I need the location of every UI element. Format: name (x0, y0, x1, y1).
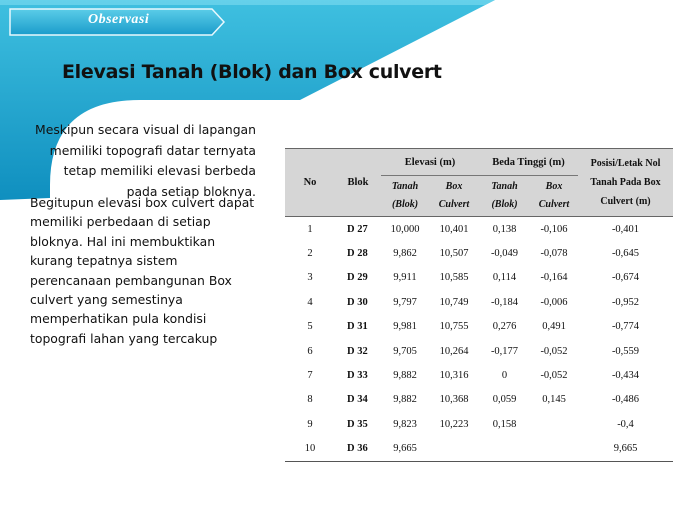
cell-elevasi-tanah: 9,882 (393, 394, 417, 406)
cell-blok: D 30 (347, 296, 368, 308)
cell-beda-box: -0,052 (540, 345, 568, 357)
col-header-posisi (578, 149, 673, 217)
cell-blok: D 34 (347, 394, 368, 406)
cell-elevasi-tanah: 10,000 (390, 223, 420, 235)
cell-no: 9 (307, 418, 313, 430)
cell-no: 2 (307, 248, 313, 260)
cell-elevasi-box (429, 437, 479, 462)
cell-beda-box: -0,006 (540, 296, 568, 308)
cell-elevasi-box: 10,264 (439, 345, 469, 357)
cell-blok: D 36 (335, 437, 381, 462)
paragraph-line: memiliki topografi datar ternyata (49, 142, 256, 158)
cell-elevasi-tanah: 9,823 (393, 418, 417, 430)
table-row (285, 290, 673, 314)
table-row (285, 388, 673, 412)
cell-elevasi-tanah: 9,797 (393, 296, 417, 308)
page-title: Elevasi Tanah (Blok) dan Box culvert (62, 61, 442, 83)
cell-posisi: -0,774 (611, 321, 640, 333)
cell-posisi: -0,486 (611, 394, 640, 406)
explanation-paragraph (30, 193, 260, 348)
cell-posisi: -0,952 (611, 296, 640, 308)
header-line: Posisi/Letak Nol (590, 158, 661, 169)
cell-no: 5 (307, 321, 313, 333)
header-line: (Blok) (491, 199, 518, 210)
cell-beda-tanah: 0,276 (492, 321, 517, 333)
cell-no: 8 (307, 394, 313, 406)
paragraph-line: Begitupun elevasi box culvert dapat (30, 195, 255, 210)
cell-no: 6 (307, 345, 313, 357)
table-row (285, 217, 673, 242)
cell-elevasi-box: 10,507 (439, 248, 469, 260)
cell-posisi: -0,559 (611, 345, 640, 357)
cell-beda-box: 0,491 (542, 321, 566, 333)
paragraph-line: perencanaan pembangunan Box (30, 272, 232, 288)
table-row (285, 437, 673, 462)
cell-blok: D 29 (347, 272, 368, 284)
cell-no: 3 (307, 272, 313, 284)
cell-beda-box: -0,078 (540, 248, 568, 260)
cell-beda-tanah: 0,059 (492, 394, 517, 406)
cell-blok: D 35 (347, 418, 368, 430)
col-header-beda-tinggi: Beda Tinggi (m) (479, 149, 578, 176)
cell-blok: D 33 (347, 370, 368, 382)
cell-beda-tanah (479, 437, 530, 462)
cell-posisi: -0,434 (611, 370, 640, 382)
table-body (285, 217, 673, 462)
cell-beda-box (530, 412, 578, 436)
table-row (285, 339, 673, 363)
table-row (285, 363, 673, 387)
cell-no: 4 (307, 296, 313, 308)
cell-posisi: -0,4 (617, 418, 634, 430)
paragraph-line: tetap memiliki elevasi berbeda (63, 163, 256, 178)
paragraph-line: kurang tepatnya sistem (30, 253, 178, 269)
cell-beda-tanah: -0,184 (490, 296, 519, 308)
paragraph-line: Meskipun secara visual di lapangan (35, 122, 256, 137)
cell-beda-tanah: 0,114 (492, 272, 517, 284)
header-line: Box (545, 181, 563, 192)
header-line: Culvert (438, 199, 470, 210)
table-row (285, 266, 673, 290)
cell-elevasi-box: 10,368 (439, 394, 469, 406)
cell-beda-box: 0,145 (542, 394, 566, 406)
cell-elevasi-tanah: 9,981 (393, 321, 417, 333)
col-header-blok: Blok (335, 149, 381, 217)
cell-posisi: 9,665 (578, 437, 673, 462)
cell-beda-tanah: -0,177 (490, 345, 519, 357)
intro-paragraph (30, 120, 256, 202)
cell-elevasi-box: 10,223 (439, 418, 469, 430)
paragraph-line: memiliki perbedaan di setiap (30, 214, 211, 230)
cell-beda-box (530, 437, 578, 462)
cell-beda-box: -0,164 (540, 272, 568, 284)
paragraph-line: memperhatikan pula kondisi (30, 311, 207, 327)
cell-elevasi-tanah: 9,705 (393, 345, 417, 357)
header-line: Culvert (538, 199, 570, 210)
section-label: Observasi (88, 12, 150, 27)
cell-elevasi-box: 10,585 (439, 272, 469, 284)
cell-elevasi-box: 10,401 (439, 223, 469, 235)
paragraph-line: topografi lahan yang tercakup (30, 330, 218, 346)
cell-blok: D 27 (347, 223, 368, 235)
cell-blok: D 32 (347, 345, 368, 357)
cell-beda-tanah: -0,049 (490, 248, 519, 260)
cell-elevasi-tanah: 9,665 (381, 437, 429, 462)
cell-beda-tanah: 0 (501, 370, 508, 382)
col-header-elevasi-box (429, 176, 479, 217)
cell-posisi: -0,674 (611, 272, 640, 284)
cell-beda-box: -0,106 (540, 223, 568, 235)
cell-elevasi-box: 10,749 (439, 296, 469, 308)
header-line: Tanah (391, 181, 419, 192)
elevation-table (285, 148, 673, 462)
table-row (285, 412, 673, 436)
cell-posisi: -0,401 (611, 223, 640, 235)
header-line: Culvert (m) (600, 196, 651, 207)
cell-elevasi-tanah: 9,911 (393, 272, 417, 284)
paragraph-line: bloknya. Hal ini membuktikan (30, 233, 216, 249)
cell-no: 1 (307, 223, 313, 235)
col-header-beda-tanah (479, 176, 530, 217)
col-header-elevasi: Elevasi (m) (381, 149, 479, 176)
cell-elevasi-box: 10,316 (439, 370, 469, 382)
cell-beda-tanah: 0,138 (492, 223, 517, 235)
paragraph-line: culvert yang semestinya (30, 292, 183, 308)
cell-beda-box: -0,052 (540, 370, 568, 382)
header-line: Tanah Pada Box (590, 177, 661, 188)
cell-blok: D 28 (347, 248, 368, 260)
header-line: (Blok) (391, 199, 419, 210)
cell-posisi: -0,645 (611, 248, 640, 260)
header-line: Tanah (491, 181, 518, 192)
col-header-elevasi-tanah (381, 176, 429, 217)
cell-no: 10 (285, 437, 335, 462)
header-line: Box (445, 181, 463, 192)
cell-beda-tanah: 0,158 (492, 418, 517, 430)
table-row (285, 241, 673, 265)
cell-elevasi-tanah: 9,882 (393, 370, 417, 382)
corner-banner-highlight (0, 0, 495, 5)
cell-no: 7 (307, 370, 313, 382)
col-header-no: No (285, 149, 335, 217)
cell-blok: D 31 (347, 321, 368, 333)
paragraph-line: pada setiap bloknya. (126, 183, 256, 199)
cell-elevasi-tanah: 9,862 (393, 248, 417, 260)
col-header-beda-box (530, 176, 578, 217)
cell-elevasi-box: 10,755 (439, 321, 469, 333)
table-row (285, 315, 673, 339)
